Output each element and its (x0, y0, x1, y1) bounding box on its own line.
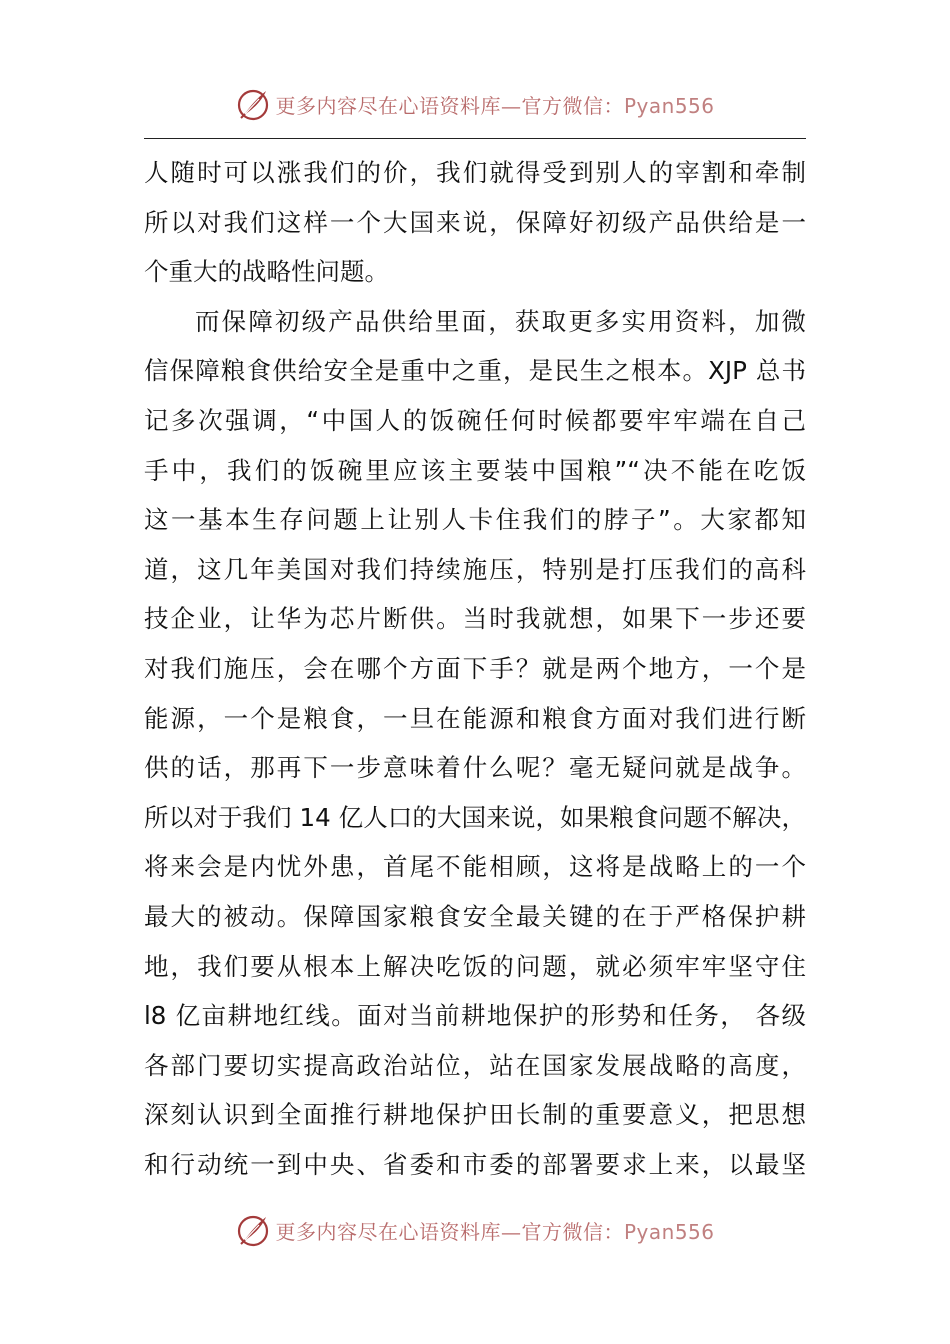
text-line: 技企业，让华为芯片断供。当时我就想，如果下一步还要 (144, 604, 806, 634)
text-line: 这一基本生存问题上让别人卡住我们的脖子”。大家都知 (144, 505, 806, 535)
header-banner (0, 82, 950, 126)
text-line: 所以对我们这样一个大国来说，保障好初级产品供给是一 (144, 207, 806, 237)
text-line: 将来会是内忧外患，首尾不能相顾，这将是战略上的一个 (144, 852, 806, 882)
text-line: 地，我们要从根本上解决吃饭的问题，就必须牢牢坚守住 (144, 951, 806, 981)
header-banner-text: 更多内容尽在心语资料库—官方微信：Pyan556 (275, 93, 715, 118)
text-line-paragraph-start: 而保障初级产品供给里面，获取更多实用资料，加微 (195, 306, 806, 336)
text-line: 能源，一个是粮食，一旦在能源和粮食方面对我们进行断 (144, 703, 806, 733)
text-line: 对我们施压，会在哪个方面下手？就是两个地方，一个是 (144, 653, 806, 683)
text-line: 所以对于我们 14 亿人口的大国来说，如果粮食问题不解决， (144, 802, 806, 832)
text-line: 各部门要切实提高政治站位，站在国家发展战略的高度， (144, 1050, 806, 1080)
text-line: 信保障粮食供给安全是重中之重，是民生之根本。XJP 总书 (144, 356, 806, 386)
quill-logo-icon (235, 86, 271, 122)
footer-banner-text: 更多内容尽在心语资料库—官方微信：Pyan556 (275, 1219, 715, 1244)
text-line: 手中，我们的饭碗里应该主要装中国粮”“决不能在吃饭 (144, 455, 806, 485)
text-line: 最大的被动。保障国家粮食安全最关键的在于严格保护耕 (144, 901, 806, 931)
header-divider (144, 138, 806, 139)
footer-banner (0, 1208, 950, 1252)
text-line: 深刻认识到全面推行耕地保护田长制的重要意义，把思想 (144, 1100, 806, 1130)
document-body (144, 148, 806, 1189)
footer-wechat-id: Pyan556 (623, 1219, 715, 1244)
header-wechat-id: Pyan556 (623, 93, 715, 118)
quill-logo-icon (235, 1212, 271, 1248)
text-line: 个重大的战略性问题。 (144, 257, 389, 287)
text-line: 人随时可以涨我们的价，我们就得受到别人的宰割和牵制 (144, 158, 806, 187)
text-line: 记多次强调，“中国人的饭碗任何时候都要牢牢端在自己 (144, 405, 806, 435)
text-line: 和行动统一到中央、省委和市委的部署要求上来，以最坚 (144, 1149, 806, 1179)
text-line: 供的话，那再下一步意味着什么呢？毫无疑问就是战争。 (144, 753, 806, 783)
text-line: 道，这几年美国对我们持续施压，特别是打压我们的高科 (144, 554, 806, 584)
text-line: l8 亿亩耕地红线。面对当前耕地保护的形势和任务， 各级 (144, 1001, 806, 1031)
